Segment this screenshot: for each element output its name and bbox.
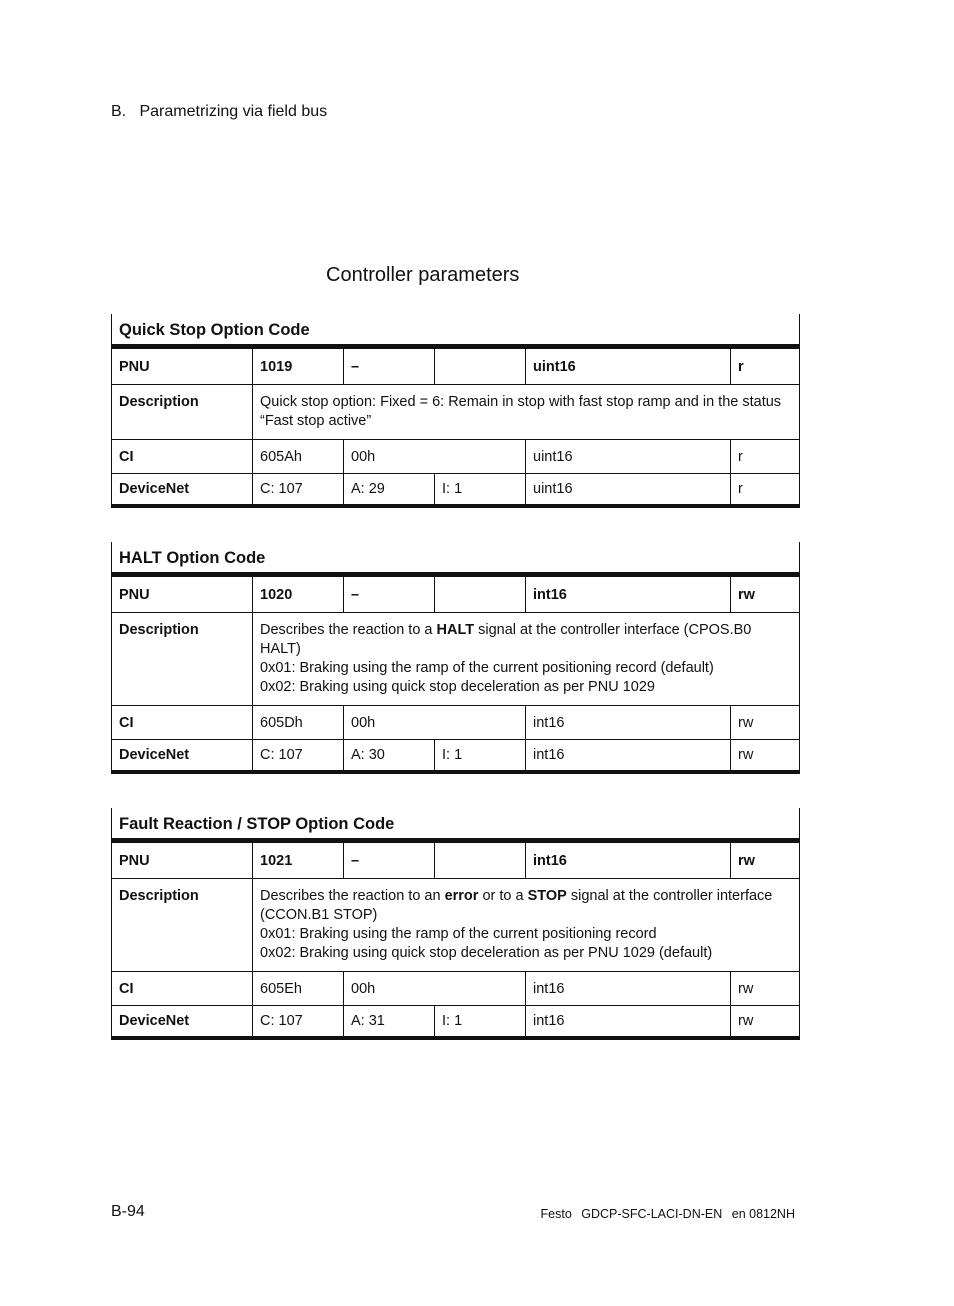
table-title: HALT Option Code xyxy=(112,542,800,575)
devicenet-row xyxy=(112,1006,800,1039)
devicenet-class: C: 107 xyxy=(253,740,344,773)
footer-brand: Festo xyxy=(540,1207,572,1221)
devicenet-attribute: A: 30 xyxy=(344,740,435,773)
devicenet-instance: I: 1 xyxy=(435,740,526,773)
description-line xyxy=(260,621,792,659)
chapter-letter: B. xyxy=(111,103,127,120)
table-title: Fault Reaction / STOP Option Code xyxy=(112,808,800,841)
devicenet-instance: I: 1 xyxy=(435,474,526,507)
description-label: Description xyxy=(112,613,253,706)
description-line xyxy=(260,887,792,925)
chapter-title: Parametrizing via field bus xyxy=(139,103,328,120)
pnu-number: 1020 xyxy=(253,575,344,613)
ci-type: int16 xyxy=(526,706,731,740)
description-keyword: error xyxy=(444,888,479,904)
description-line: 0x02: Braking using quick stop deceleration as per PNU 1029 xyxy=(260,679,655,695)
pnu-row xyxy=(112,575,800,613)
pnu-label: PNU xyxy=(112,841,253,879)
description-text xyxy=(253,879,800,972)
description-keyword: HALT xyxy=(436,622,475,638)
devicenet-access: rw xyxy=(731,1006,800,1039)
devicenet-class: C: 107 xyxy=(253,1006,344,1039)
devicenet-type: int16 xyxy=(526,740,731,773)
description-text-segment: signal at the controller interface (CCON.B1 STOP) xyxy=(260,888,773,923)
pnu-access: rw xyxy=(731,841,800,879)
description-label: Description xyxy=(112,385,253,440)
footer-doc-info xyxy=(541,1207,795,1221)
ci-row xyxy=(112,706,800,740)
ci-access: rw xyxy=(731,972,800,1006)
ci-row xyxy=(112,440,800,474)
devicenet-type: uint16 xyxy=(526,474,731,507)
devicenet-access: rw xyxy=(731,740,800,773)
devicenet-label: DeviceNet xyxy=(112,1006,253,1039)
pnu-type: int16 xyxy=(526,575,731,613)
pnu-dash: – xyxy=(344,841,435,879)
pnu-row xyxy=(112,841,800,879)
pnu-type: uint16 xyxy=(526,347,731,385)
description-line: 0x02: Braking using quick stop deceleration as per PNU 1029 (default) xyxy=(260,945,713,961)
ci-subindex: 00h xyxy=(344,972,526,1006)
pnu-type: int16 xyxy=(526,841,731,879)
devicenet-class: C: 107 xyxy=(253,474,344,507)
pnu-number: 1021 xyxy=(253,841,344,879)
ci-index: 605Dh xyxy=(253,706,344,740)
pnu-row xyxy=(112,347,800,385)
devicenet-label: DeviceNet xyxy=(112,740,253,773)
description-row xyxy=(112,879,800,972)
description-keyword: STOP xyxy=(527,888,567,904)
pnu-label: PNU xyxy=(112,347,253,385)
devicenet-attribute: A: 31 xyxy=(344,1006,435,1039)
description-row xyxy=(112,385,800,440)
ci-row xyxy=(112,972,800,1006)
ci-access: rw xyxy=(731,706,800,740)
page-number: B-94 xyxy=(111,1203,145,1220)
section-title: Controller parameters xyxy=(326,264,520,286)
description-text xyxy=(253,385,800,440)
devicenet-label: DeviceNet xyxy=(112,474,253,507)
pnu-blank xyxy=(435,575,526,613)
devicenet-attribute: A: 29 xyxy=(344,474,435,507)
description-text-segment: signal at the controller interface (CPOS.B0 HALT) xyxy=(260,622,752,657)
description-row xyxy=(112,613,800,706)
devicenet-access: r xyxy=(731,474,800,507)
ci-subindex: 00h xyxy=(344,706,526,740)
devicenet-row xyxy=(112,474,800,507)
description-label: Description xyxy=(112,879,253,972)
devicenet-instance: I: 1 xyxy=(435,1006,526,1039)
pnu-number: 1019 xyxy=(253,347,344,385)
pnu-dash: – xyxy=(344,347,435,385)
description-text-segment: Describes the reaction to a xyxy=(260,622,437,638)
devicenet-row xyxy=(112,740,800,773)
pnu-access: rw xyxy=(731,575,800,613)
parameter-table-quick-stop xyxy=(111,314,800,508)
devicenet-type: int16 xyxy=(526,1006,731,1039)
description-text-segment: or to a xyxy=(478,888,528,904)
parameter-table-halt xyxy=(111,542,800,774)
ci-label: CI xyxy=(112,706,253,740)
table-title: Quick Stop Option Code xyxy=(112,314,800,347)
ci-label: CI xyxy=(112,440,253,474)
ci-label: CI xyxy=(112,972,253,1006)
ci-index: 605Eh xyxy=(253,972,344,1006)
ci-type: int16 xyxy=(526,972,731,1006)
description-line: Quick stop option: Fixed = 6: Remain in stop with fast stop ramp and in the status “Fast stop active” xyxy=(260,394,782,429)
description-line: 0x01: Braking using the ramp of the current positioning record (default) xyxy=(260,660,714,676)
description-line: 0x01: Braking using the ramp of the current positioning record xyxy=(260,926,657,942)
ci-type: uint16 xyxy=(526,440,731,474)
ci-access: r xyxy=(731,440,800,474)
ci-index: 605Ah xyxy=(253,440,344,474)
pnu-label: PNU xyxy=(112,575,253,613)
pnu-blank xyxy=(435,841,526,879)
ci-subindex: 00h xyxy=(344,440,526,474)
description-text-segment: Describes the reaction to an xyxy=(260,888,445,904)
footer-doc-code: GDCP-SFC-LACI-DN-EN xyxy=(581,1207,723,1221)
pnu-blank xyxy=(435,347,526,385)
pnu-dash: – xyxy=(344,575,435,613)
running-header xyxy=(111,103,327,121)
pnu-access: r xyxy=(731,347,800,385)
parameter-table-fault-reaction xyxy=(111,808,800,1040)
footer-edition: en 0812NH xyxy=(731,1207,795,1221)
description-text xyxy=(253,613,800,706)
